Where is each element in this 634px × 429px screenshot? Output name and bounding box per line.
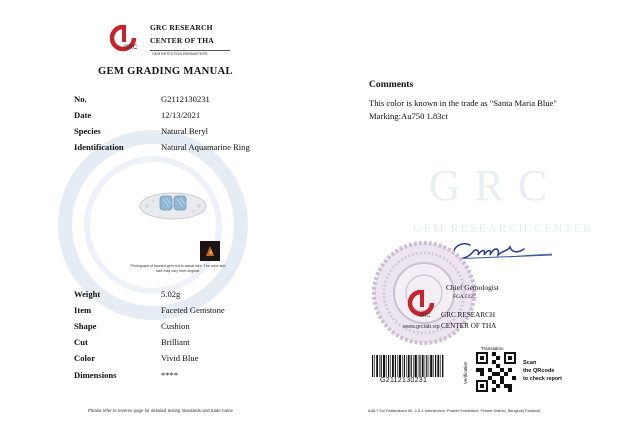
barcode-number: G2112130231 [380, 377, 428, 384]
translation-label: Translation [481, 346, 504, 351]
seal-org-line1: GRC RESEARCH [441, 311, 496, 319]
label-cut: Cut [74, 337, 88, 347]
org-name-line1: GRC RESEARCH [150, 23, 213, 32]
label-shape: Shape [74, 321, 97, 331]
gem-photo [138, 186, 208, 226]
comments-title: Comments [369, 79, 414, 90]
label-weight: Weight [74, 289, 101, 299]
seal-org-line2: CENTER OF THA [441, 322, 497, 330]
label-item: Item [74, 305, 92, 315]
scan-line-2: the QRcode [523, 368, 555, 374]
value-item: Faceted Gemstone [161, 305, 225, 315]
grc-logo [110, 24, 136, 57]
gemologist-sub: FGA CGC [453, 294, 476, 300]
label-date: Date [74, 110, 92, 120]
value-shape: Cushion [161, 321, 190, 331]
comment-line-2: Marking:Au750 1.83ct [369, 111, 448, 121]
org-name-line2: CENTER OF THA [150, 36, 214, 45]
label-dimensions: Dimensions [74, 370, 117, 380]
header-divider [150, 50, 230, 51]
value-weight: 5.02g [161, 289, 181, 299]
right-footer: Add.7 Soi Pattanakarn 69, 2-5-1 Intersection, Prawet Subdistrict, Prawet District, Bangkok(Thailand) [368, 408, 541, 413]
watermark-grc: GRC [428, 161, 562, 210]
seal-logo-text: GRC [419, 313, 431, 319]
grc-logo-icon [110, 24, 136, 52]
page-title: GEM GRADING MANUAL [98, 66, 233, 77]
photo-caption: Photograph of faceted gem not in actual size. The color and size may vary from original. [130, 264, 226, 273]
gemologist-title: Chief Gemologist [446, 283, 499, 292]
verification-label: Verification [463, 361, 468, 384]
value-species: Natural Beryl [161, 126, 209, 136]
comment-line-1: This color is known in the trade as "Santa Maria Blue" [369, 98, 557, 108]
seal-url: www.grclab.vip [403, 324, 440, 330]
value-identification: Natural Aquamarine Ring [161, 142, 250, 152]
value-dimensions: **** [161, 370, 179, 380]
label-number: No. [74, 94, 87, 104]
svg-text:GRC: GRC [124, 45, 138, 51]
barcode [372, 355, 444, 377]
stone-thumbnail [200, 241, 220, 261]
label-color: Color [74, 353, 96, 363]
watermark-subtitle: GEM RESEARCH CENTER [412, 221, 593, 235]
label-species: Species [74, 126, 101, 136]
value-number: G2112130231 [161, 94, 210, 104]
value-cut: Brilliant [161, 337, 190, 347]
scan-line-1: Scan [523, 360, 537, 366]
left-footer: Please refer to reverse page for detailed testing standards and trade name [88, 408, 233, 413]
label-identification: Identification [74, 142, 124, 152]
value-color: Vivid Blue [161, 353, 199, 363]
qr-code[interactable] [476, 352, 516, 392]
value-date: 12/13/2021 [161, 110, 201, 120]
scan-line-3: to check report [523, 376, 562, 382]
logo-caption: GEM DETECTION PARAMETERS [152, 52, 208, 56]
